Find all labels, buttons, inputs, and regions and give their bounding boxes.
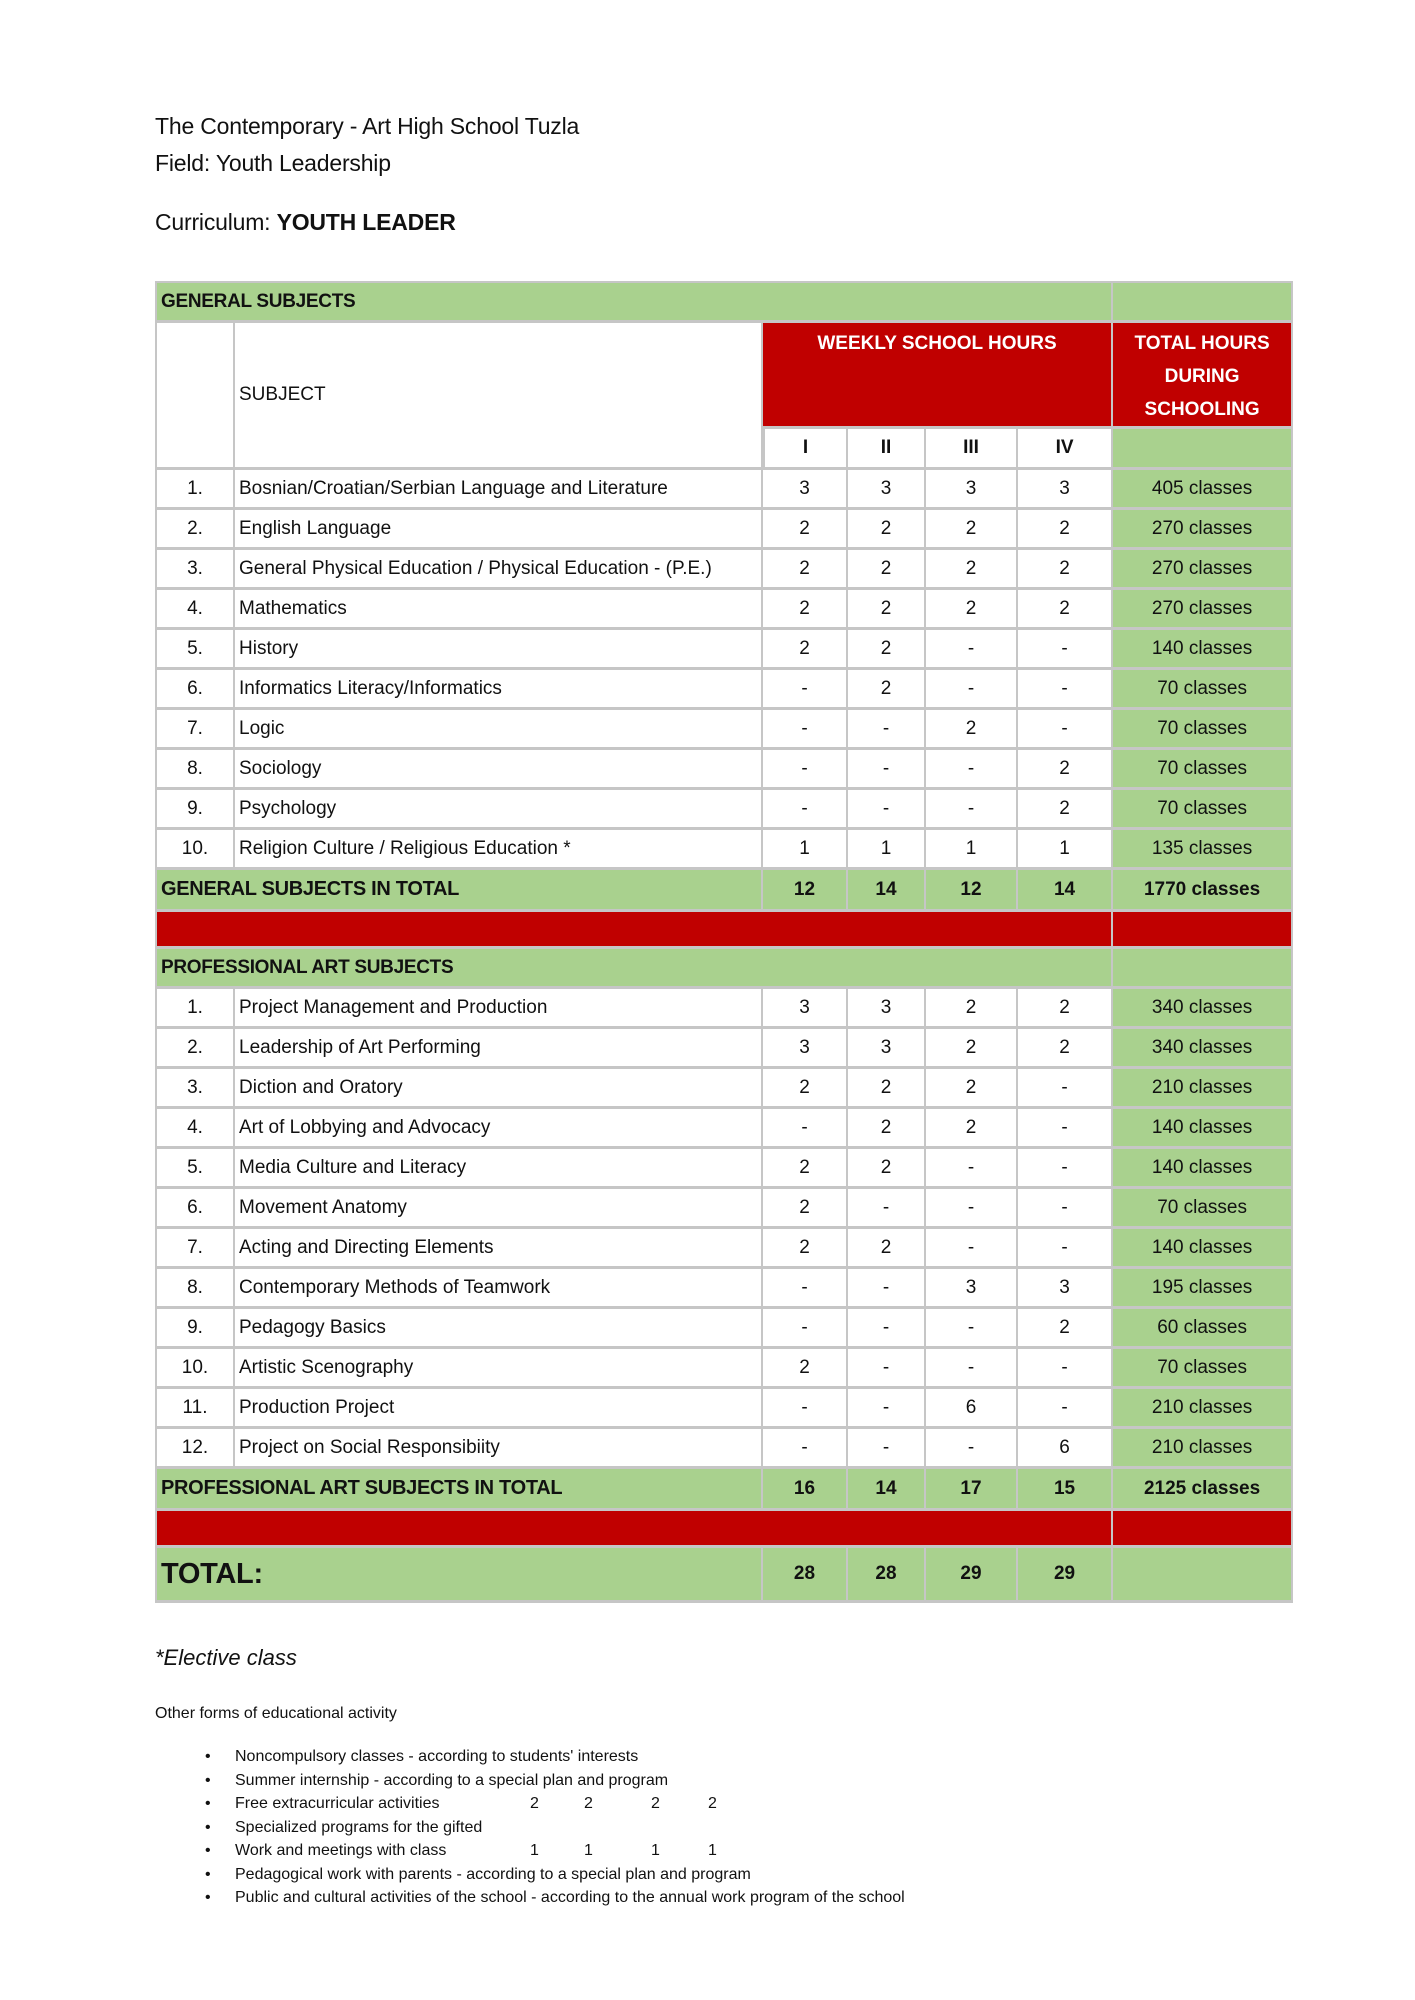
general-subject-row bbox=[155, 630, 1293, 670]
total-hours-header-line-2: DURING bbox=[1164, 366, 1240, 387]
professional-total-row-year-3: 17 bbox=[926, 1469, 1018, 1511]
subject-name: Production Project bbox=[235, 1389, 763, 1429]
general-subject-row bbox=[155, 670, 1293, 710]
curriculum-table bbox=[155, 281, 1293, 1603]
general-total-row-label: GENERAL SUBJECTS IN TOTAL bbox=[155, 870, 763, 912]
general-subject-row bbox=[155, 470, 1293, 510]
other-activity-item bbox=[205, 1745, 905, 1769]
hours-year-4: 1 bbox=[1018, 830, 1113, 870]
grand-total-row-year-1: 28 bbox=[763, 1548, 848, 1603]
general-section-title: GENERAL SUBJECTS bbox=[155, 281, 1113, 323]
grand-total-row-label: TOTAL: bbox=[155, 1548, 763, 1603]
grand-total-row-year-2: 28 bbox=[848, 1548, 926, 1603]
subject-name: Media Culture and Literacy bbox=[235, 1149, 763, 1189]
bullet-icon: • bbox=[205, 1889, 211, 1906]
hours-year-3: 2 bbox=[926, 590, 1018, 630]
professional-subject-row bbox=[155, 1429, 1293, 1469]
total-classes: 210 classes bbox=[1113, 1389, 1293, 1429]
total-classes: 140 classes bbox=[1113, 630, 1293, 670]
field-name: Field: Youth Leadership bbox=[155, 150, 391, 176]
hours-year-2: - bbox=[848, 1429, 926, 1469]
hours-year-4: - bbox=[1018, 1069, 1113, 1109]
general-subject-row bbox=[155, 590, 1293, 630]
hours-year-4: - bbox=[1018, 1149, 1113, 1189]
subject-name: Leadership of Art Performing bbox=[235, 1029, 763, 1069]
other-activity-item bbox=[205, 1886, 905, 1910]
bullet-icon: • bbox=[205, 1842, 211, 1859]
total-classes: 60 classes bbox=[1113, 1309, 1293, 1349]
row-number: 5. bbox=[155, 1149, 235, 1189]
hours-year-2: - bbox=[848, 790, 926, 830]
subject-name: Logic bbox=[235, 710, 763, 750]
hours-year-1: - bbox=[763, 1429, 848, 1469]
other-activity-item bbox=[205, 1816, 905, 1840]
hours-year-3: 2 bbox=[926, 710, 1018, 750]
grand-total-row bbox=[155, 1548, 1293, 1603]
subject-name: English Language bbox=[235, 510, 763, 550]
other-activity-text: Summer internship - according to a special plan and program bbox=[235, 1771, 669, 1789]
school-name: The Contemporary - Art High School Tuzla bbox=[155, 113, 580, 139]
bullet-icon: • bbox=[205, 1771, 211, 1789]
grand-total-row-year-4: 29 bbox=[1018, 1548, 1113, 1603]
subject-name: History bbox=[235, 630, 763, 670]
professional-total-row-label: PROFESSIONAL ART SUBJECTS IN TOTAL bbox=[155, 1469, 763, 1511]
curriculum-label: Curriculum: bbox=[155, 209, 277, 235]
year-header-4: IV bbox=[1018, 429, 1113, 470]
hours-year-1: - bbox=[763, 1389, 848, 1429]
professional-subject-row bbox=[155, 1349, 1293, 1389]
total-hours-header-line-1: TOTAL HOURS bbox=[1134, 333, 1270, 354]
total-classes: 210 classes bbox=[1113, 1069, 1293, 1109]
professional-section-header bbox=[155, 949, 1293, 989]
professional-total-row-year-2: 14 bbox=[848, 1469, 926, 1511]
grand-total-row-classes bbox=[1113, 1548, 1293, 1603]
total-classes: 405 classes bbox=[1113, 470, 1293, 510]
row-number: 1. bbox=[155, 470, 235, 510]
year-header-total-cell bbox=[1113, 429, 1293, 470]
subject-name: Acting and Directing Elements bbox=[235, 1229, 763, 1269]
row-number: 10. bbox=[155, 1349, 235, 1389]
hours-year-1: - bbox=[763, 790, 848, 830]
hours-year-2: 2 bbox=[848, 630, 926, 670]
weekly-hours-header: WEEKLY SCHOOL HOURS bbox=[763, 323, 1113, 429]
other-activities-list bbox=[205, 1745, 905, 1910]
number-column-header bbox=[155, 323, 235, 470]
hours-year-1: - bbox=[763, 1109, 848, 1149]
hours-year-2: 2 bbox=[848, 590, 926, 630]
hours-year-2: 2 bbox=[848, 1149, 926, 1189]
hours-year-4: 2 bbox=[1018, 510, 1113, 550]
subject-column-header: SUBJECT bbox=[235, 323, 763, 470]
subject-name: Informatics Literacy/Informatics bbox=[235, 670, 763, 710]
hours-year-2: 2 bbox=[848, 1109, 926, 1149]
professional-total-row-year-1: 16 bbox=[763, 1469, 848, 1511]
professional-subject-row bbox=[155, 1269, 1293, 1309]
subject-name: Movement Anatomy bbox=[235, 1189, 763, 1229]
hours-year-4: 2 bbox=[1018, 1309, 1113, 1349]
general-separator-total-bar bbox=[1113, 912, 1293, 949]
hours-year-1: 2 bbox=[763, 1149, 848, 1189]
hours-year-2: - bbox=[848, 710, 926, 750]
general-separator-bar bbox=[155, 912, 1113, 949]
hours-year-4: 2 bbox=[1018, 989, 1113, 1029]
general-subject-row bbox=[155, 830, 1293, 870]
row-number: 2. bbox=[155, 510, 235, 550]
row-number: 1. bbox=[155, 989, 235, 1029]
hours-year-1: 3 bbox=[763, 1029, 848, 1069]
hours-year-1: - bbox=[763, 1269, 848, 1309]
total-classes: 340 classes bbox=[1113, 1029, 1293, 1069]
hours-year-3: 2 bbox=[926, 1029, 1018, 1069]
hours-year-2: - bbox=[848, 1309, 926, 1349]
hours-year-1: 2 bbox=[763, 1069, 848, 1109]
subject-name: Bosnian/Croatian/Serbian Language and Literature bbox=[235, 470, 763, 510]
general-subject-row bbox=[155, 550, 1293, 590]
other-activities-title: Other forms of educational activity bbox=[155, 1705, 397, 1722]
hours-year-2: - bbox=[848, 750, 926, 790]
professional-subject-row bbox=[155, 1149, 1293, 1189]
subject-name: Project on Social Responsibiity bbox=[235, 1429, 763, 1469]
hours-year-2: 1 bbox=[848, 830, 926, 870]
hours-year-1: 2 bbox=[763, 510, 848, 550]
total-classes: 140 classes bbox=[1113, 1149, 1293, 1189]
hours-year-3: - bbox=[926, 1349, 1018, 1389]
row-number: 4. bbox=[155, 590, 235, 630]
hours-year-1: 2 bbox=[763, 1229, 848, 1269]
hours-year-3: 2 bbox=[926, 1109, 1018, 1149]
other-activity-item bbox=[205, 1769, 905, 1793]
column-header-row bbox=[155, 323, 1293, 429]
hours-year-4: - bbox=[1018, 710, 1113, 750]
bullet-icon: • bbox=[205, 1818, 211, 1836]
hours-year-3: 6 bbox=[926, 1389, 1018, 1429]
hours-year-1: 2 bbox=[763, 590, 848, 630]
general-subject-row bbox=[155, 790, 1293, 830]
hours-year-2: - bbox=[848, 1389, 926, 1429]
hours-year-2: 3 bbox=[848, 989, 926, 1029]
row-number: 12. bbox=[155, 1429, 235, 1469]
row-number: 6. bbox=[155, 670, 235, 710]
total-classes: 70 classes bbox=[1113, 710, 1293, 750]
hours-year-4: - bbox=[1018, 1109, 1113, 1149]
bullet-icon: • bbox=[205, 1748, 211, 1765]
general-separator bbox=[155, 912, 1293, 949]
hours-year-3: - bbox=[926, 670, 1018, 710]
total-hours-header bbox=[1113, 323, 1293, 429]
hours-year-4: - bbox=[1018, 630, 1113, 670]
year-header-2: II bbox=[848, 429, 926, 470]
hours-year-4: 2 bbox=[1018, 590, 1113, 630]
hours-year-3: - bbox=[926, 750, 1018, 790]
hours-year-4: - bbox=[1018, 1389, 1113, 1429]
general-total-row-year-4: 14 bbox=[1018, 870, 1113, 912]
general-total-row-year-3: 12 bbox=[926, 870, 1018, 912]
hours-year-2: 2 bbox=[848, 510, 926, 550]
hours-year-2: - bbox=[848, 1269, 926, 1309]
total-classes: 270 classes bbox=[1113, 510, 1293, 550]
hours-year-1: 2 bbox=[763, 1349, 848, 1389]
hours-year-3: 2 bbox=[926, 510, 1018, 550]
hours-year-1: - bbox=[763, 750, 848, 790]
hours-year-2: - bbox=[848, 1349, 926, 1389]
hours-year-3: - bbox=[926, 630, 1018, 670]
row-number: 11. bbox=[155, 1389, 235, 1429]
subject-name: Contemporary Methods of Teamwork bbox=[235, 1269, 763, 1309]
subject-name: Art of Lobbying and Advocacy bbox=[235, 1109, 763, 1149]
professional-subject-row bbox=[155, 1389, 1293, 1429]
row-number: 2. bbox=[155, 1029, 235, 1069]
subject-name: Mathematics bbox=[235, 590, 763, 630]
subject-name: Pedagogy Basics bbox=[235, 1309, 763, 1349]
hours-year-1: - bbox=[763, 1309, 848, 1349]
professional-total-row bbox=[155, 1469, 1293, 1511]
year-header-1: I bbox=[763, 429, 848, 470]
hours-year-4: 2 bbox=[1018, 550, 1113, 590]
row-number: 8. bbox=[155, 1269, 235, 1309]
professional-subject-row bbox=[155, 1309, 1293, 1349]
subject-name: Religion Culture / Religious Education * bbox=[235, 830, 763, 870]
other-activity-text: Free extracurricular activities bbox=[235, 1795, 440, 1812]
other-activity-text: Public and cultural activities of the school - according to the annual work program of the school bbox=[235, 1889, 905, 1906]
total-classes: 70 classes bbox=[1113, 790, 1293, 830]
hours-year-3: 3 bbox=[926, 1269, 1018, 1309]
hours-year-2: 2 bbox=[848, 1229, 926, 1269]
total-hours-header-line-3: SCHOOLING bbox=[1144, 399, 1260, 420]
professional-total-row-year-4: 15 bbox=[1018, 1469, 1113, 1511]
total-classes: 270 classes bbox=[1113, 590, 1293, 630]
total-classes: 70 classes bbox=[1113, 1349, 1293, 1389]
total-classes: 210 classes bbox=[1113, 1429, 1293, 1469]
subject-name: Diction and Oratory bbox=[235, 1069, 763, 1109]
hours-year-1: 2 bbox=[763, 630, 848, 670]
hours-year-1: - bbox=[763, 670, 848, 710]
hours-year-3: 2 bbox=[926, 1069, 1018, 1109]
professional-subject-row bbox=[155, 1109, 1293, 1149]
row-number: 9. bbox=[155, 790, 235, 830]
general-section-total-cell bbox=[1113, 281, 1293, 323]
other-activity-item: • Free extracurricular activities 2 2 2 2 bbox=[205, 1792, 905, 1816]
hours-year-3: - bbox=[926, 1149, 1018, 1189]
professional-subject-row bbox=[155, 1029, 1293, 1069]
curriculum-title bbox=[155, 204, 579, 241]
subject-name: Project Management and Production bbox=[235, 989, 763, 1029]
professional-total-row-classes: 2125 classes bbox=[1113, 1469, 1293, 1511]
other-activity-item: • Work and meetings with class 1 1 1 1 bbox=[205, 1839, 905, 1863]
general-total-row-year-2: 14 bbox=[848, 870, 926, 912]
hours-year-4: - bbox=[1018, 1229, 1113, 1269]
hours-year-3: 2 bbox=[926, 989, 1018, 1029]
other-activity-text: Work and meetings with class bbox=[235, 1842, 447, 1859]
hours-year-3: 3 bbox=[926, 470, 1018, 510]
hours-year-4: 2 bbox=[1018, 750, 1113, 790]
hours-year-4: 3 bbox=[1018, 470, 1113, 510]
hours-year-2: 3 bbox=[848, 470, 926, 510]
subject-name: Psychology bbox=[235, 790, 763, 830]
bullet-icon: • bbox=[205, 1865, 211, 1883]
hours-year-1: 2 bbox=[763, 1189, 848, 1229]
other-activity-text: Specialized programs for the gifted bbox=[235, 1818, 483, 1836]
hours-year-2: 2 bbox=[848, 1069, 926, 1109]
total-classes: 70 classes bbox=[1113, 1189, 1293, 1229]
hours-year-4: 6 bbox=[1018, 1429, 1113, 1469]
row-number: 7. bbox=[155, 1229, 235, 1269]
year-header-3: III bbox=[926, 429, 1018, 470]
hours-year-1: 3 bbox=[763, 989, 848, 1029]
hours-year-4: - bbox=[1018, 1189, 1113, 1229]
other-activity-text: Pedagogical work with parents - according to a special plan and program bbox=[235, 1865, 751, 1883]
professional-subject-row bbox=[155, 1069, 1293, 1109]
total-classes: 70 classes bbox=[1113, 750, 1293, 790]
hours-year-4: 2 bbox=[1018, 1029, 1113, 1069]
hours-year-4: 3 bbox=[1018, 1269, 1113, 1309]
professional-subject-row bbox=[155, 1189, 1293, 1229]
elective-footnote: *Elective class bbox=[155, 1645, 297, 1670]
subject-name: Artistic Scenography bbox=[235, 1349, 763, 1389]
hours-year-1: 3 bbox=[763, 470, 848, 510]
hours-year-1: 2 bbox=[763, 550, 848, 590]
hours-year-3: - bbox=[926, 1309, 1018, 1349]
hours-year-3: 1 bbox=[926, 830, 1018, 870]
total-classes: 140 classes bbox=[1113, 1109, 1293, 1149]
row-number: 10. bbox=[155, 830, 235, 870]
total-classes: 135 classes bbox=[1113, 830, 1293, 870]
general-subject-row bbox=[155, 750, 1293, 790]
row-number: 4. bbox=[155, 1109, 235, 1149]
hours-year-3: - bbox=[926, 1229, 1018, 1269]
row-number: 8. bbox=[155, 750, 235, 790]
subject-name: General Physical Education / Physical Education - (P.E.) bbox=[235, 550, 763, 590]
grand-total-row-year-3: 29 bbox=[926, 1548, 1018, 1603]
row-number: 3. bbox=[155, 1069, 235, 1109]
general-total-row bbox=[155, 870, 1293, 912]
row-number: 7. bbox=[155, 710, 235, 750]
hours-year-2: - bbox=[848, 1189, 926, 1229]
total-classes: 340 classes bbox=[1113, 989, 1293, 1029]
hours-year-1: - bbox=[763, 710, 848, 750]
hours-year-4: - bbox=[1018, 670, 1113, 710]
row-number: 5. bbox=[155, 630, 235, 670]
total-classes: 140 classes bbox=[1113, 1229, 1293, 1269]
hours-year-2: 2 bbox=[848, 670, 926, 710]
professional-section-total-cell bbox=[1113, 949, 1293, 989]
hours-year-2: 3 bbox=[848, 1029, 926, 1069]
row-number: 6. bbox=[155, 1189, 235, 1229]
professional-section-title: PROFESSIONAL ART SUBJECTS bbox=[155, 949, 1113, 989]
professional-subject-row bbox=[155, 989, 1293, 1029]
hours-year-3: - bbox=[926, 1429, 1018, 1469]
general-subject-row bbox=[155, 510, 1293, 550]
subject-name: Sociology bbox=[235, 750, 763, 790]
row-number: 3. bbox=[155, 550, 235, 590]
hours-year-3: 2 bbox=[926, 550, 1018, 590]
professional-subject-row bbox=[155, 1229, 1293, 1269]
other-activity-item bbox=[205, 1863, 905, 1887]
other-activity-text: Noncompulsory classes - according to students' interests bbox=[235, 1748, 639, 1765]
bullet-icon: • bbox=[205, 1795, 211, 1812]
document-header bbox=[155, 108, 579, 241]
hours-year-2: 2 bbox=[848, 550, 926, 590]
curriculum-value: YOUTH LEADER bbox=[276, 209, 456, 235]
general-section-header bbox=[155, 281, 1293, 323]
professional-separator bbox=[155, 1511, 1293, 1548]
professional-separator-total-bar bbox=[1113, 1511, 1293, 1548]
general-subject-row bbox=[155, 710, 1293, 750]
total-classes: 70 classes bbox=[1113, 670, 1293, 710]
hours-year-3: - bbox=[926, 790, 1018, 830]
curriculum-table-body bbox=[155, 281, 1293, 1603]
hours-year-4: 2 bbox=[1018, 790, 1113, 830]
general-total-row-year-1: 12 bbox=[763, 870, 848, 912]
hours-year-4: - bbox=[1018, 1349, 1113, 1389]
hours-year-1: 1 bbox=[763, 830, 848, 870]
hours-year-3: - bbox=[926, 1189, 1018, 1229]
professional-separator-bar bbox=[155, 1511, 1113, 1548]
total-classes: 195 classes bbox=[1113, 1269, 1293, 1309]
general-total-row-classes: 1770 classes bbox=[1113, 870, 1293, 912]
row-number: 9. bbox=[155, 1309, 235, 1349]
total-classes: 270 classes bbox=[1113, 550, 1293, 590]
